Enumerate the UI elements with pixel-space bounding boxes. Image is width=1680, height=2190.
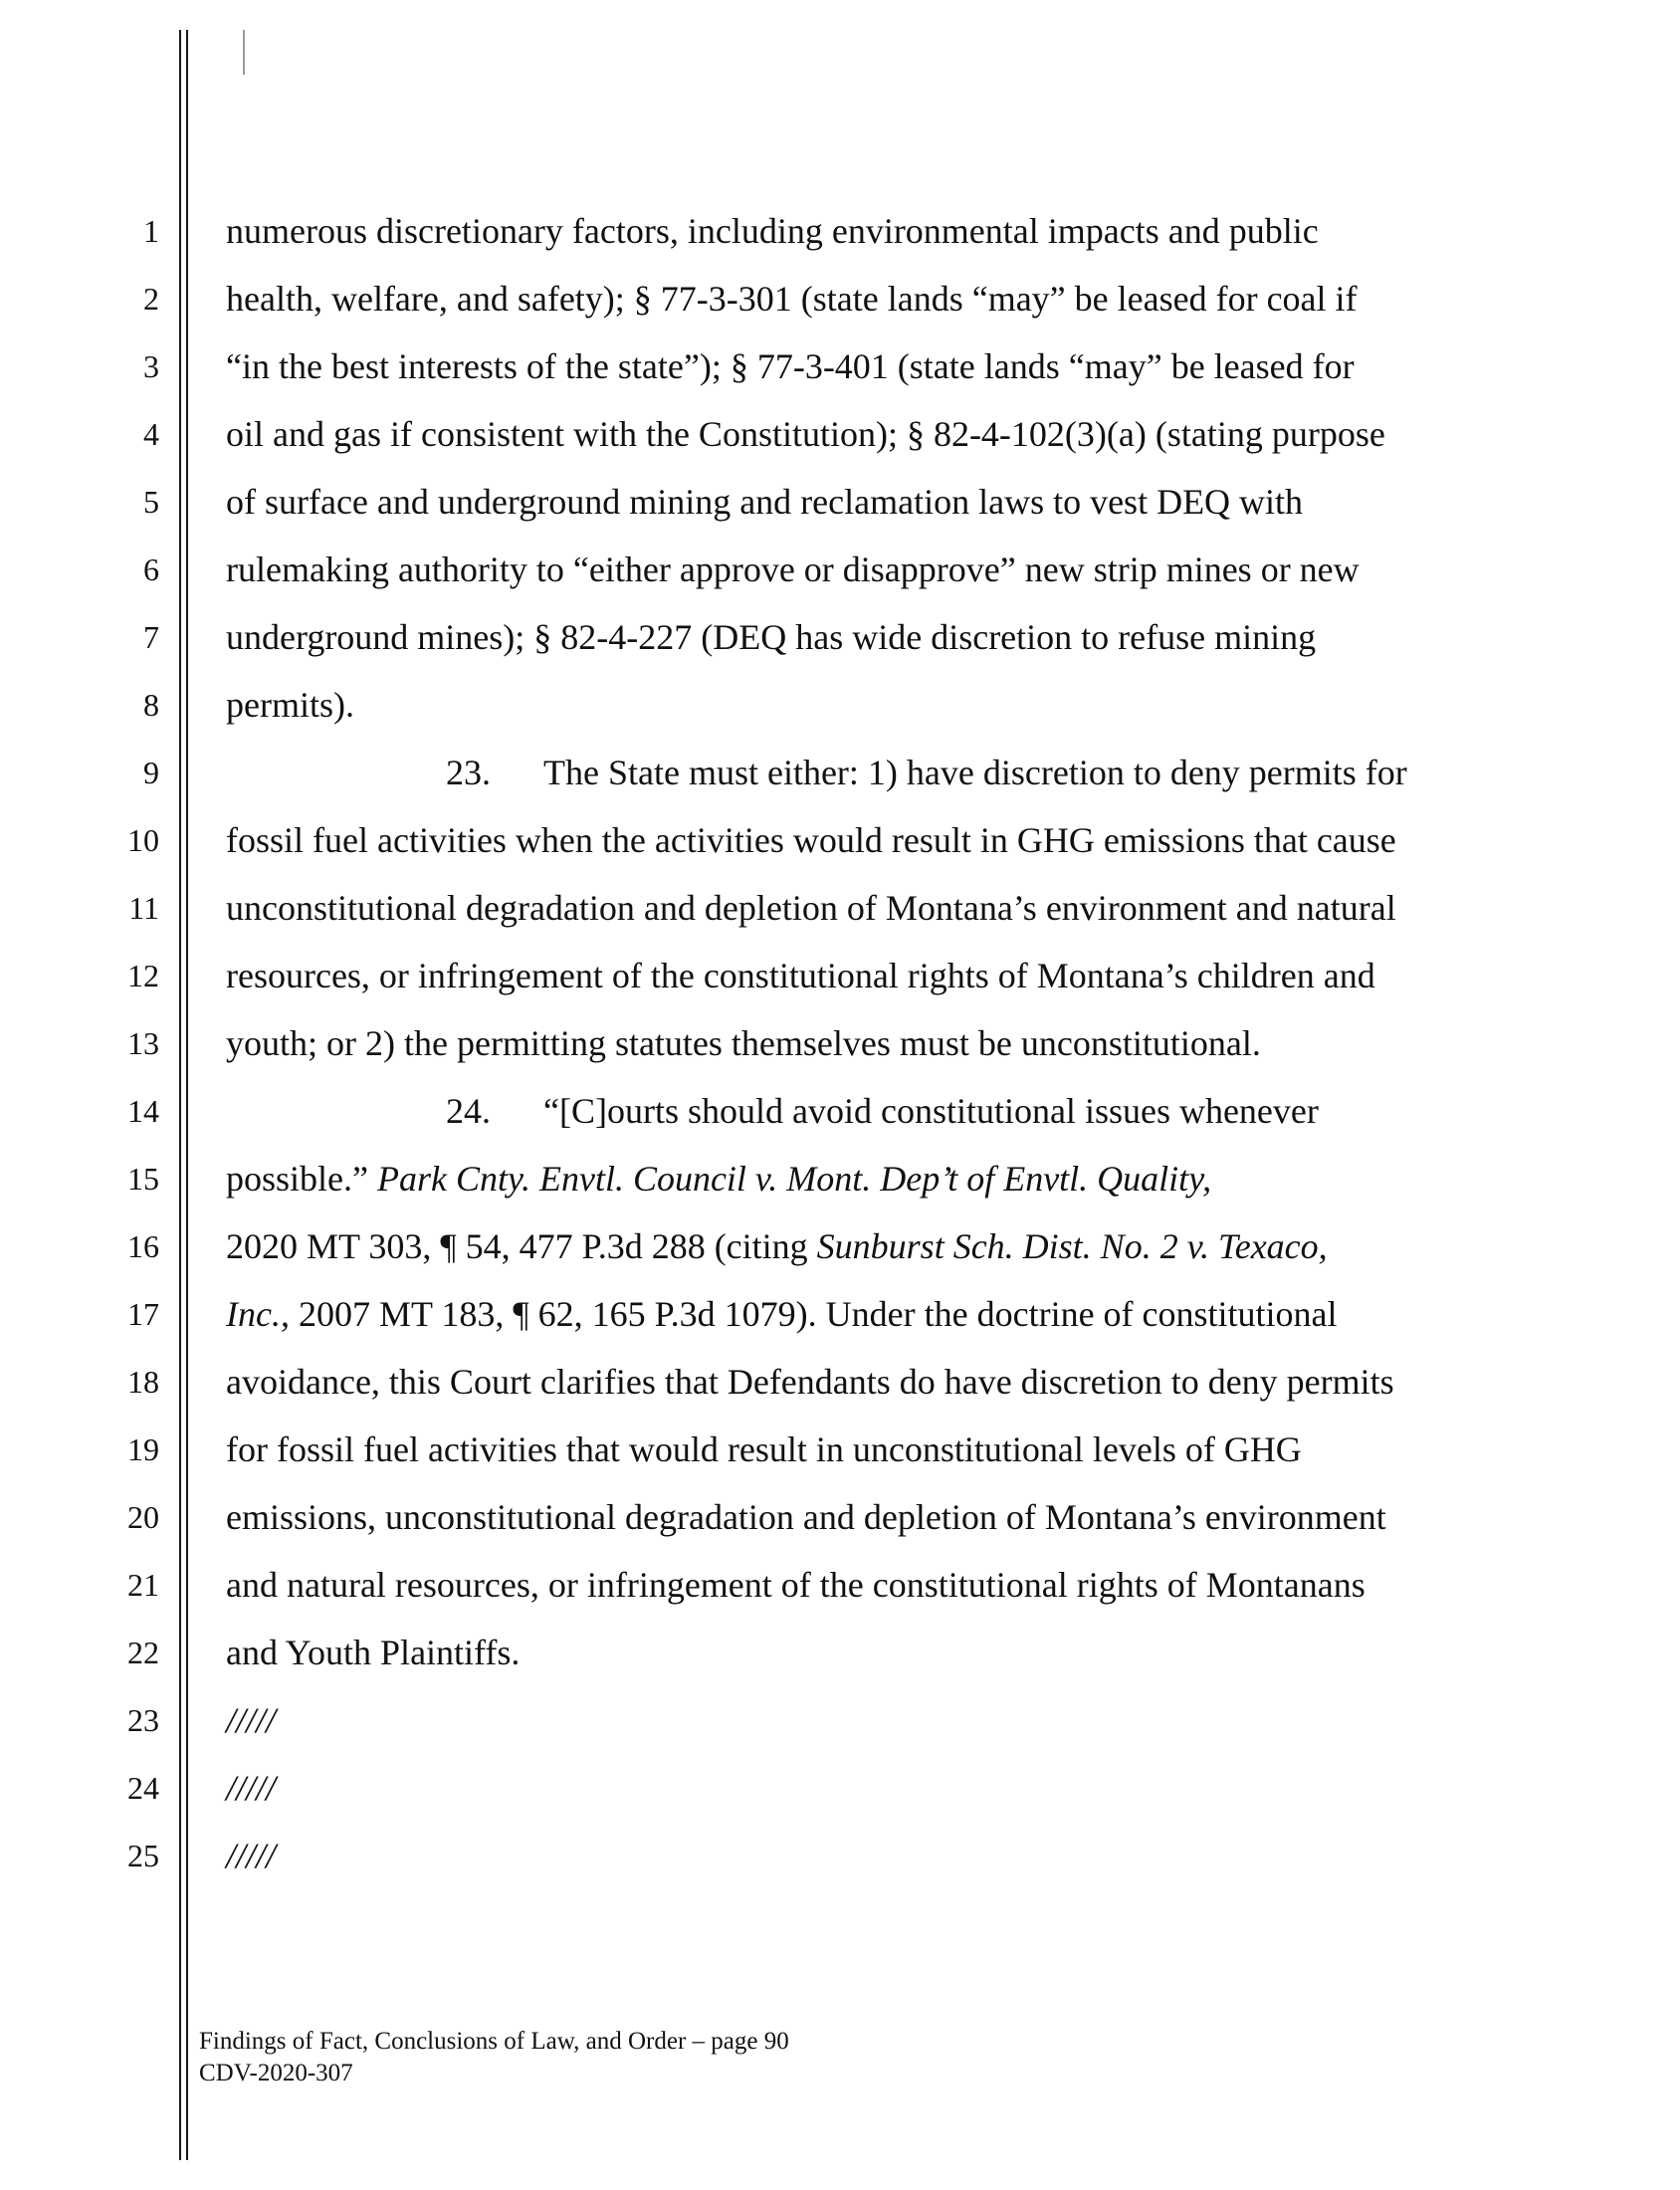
line-number: 5 <box>143 484 159 520</box>
paragraph-number: 23. <box>446 753 491 792</box>
line-number: 24 <box>127 1770 159 1806</box>
text-line <box>226 1292 1338 1336</box>
text-line <box>226 1157 1211 1201</box>
footer-case-number: CDV-2020-307 <box>199 2060 353 2086</box>
text-span: possible.” <box>226 1159 377 1199</box>
left-margin-rule-outer <box>179 30 181 2160</box>
text-line: resources, or infringement of the constitutional rights of Montana’s children and <box>226 956 1375 995</box>
text-span: 2020 MT 303, ¶ 54, 477 P.3d 288 (citing <box>226 1226 817 1266</box>
left-margin-rule-inner <box>186 30 188 2160</box>
text-span: The State must either: 1) have discretion to deny permits for <box>543 753 1407 792</box>
line-number: 2 <box>143 281 159 317</box>
line-number: 6 <box>143 551 159 587</box>
line-number: 4 <box>143 416 159 452</box>
line-number: 17 <box>127 1296 159 1332</box>
text-line: numerous discretionary factors, including environmental impacts and public <box>226 211 1319 251</box>
line-number: 13 <box>127 1025 159 1061</box>
line-number: 11 <box>128 890 159 926</box>
text-span: “[C]ourts should avoid constitutional issues whenever <box>543 1091 1319 1131</box>
paragraph-24-first-line <box>446 1089 1319 1133</box>
text-line <box>226 1224 1328 1268</box>
text-line: unconstitutional degradation and depletion of Montana’s environment and natural <box>226 888 1396 928</box>
paragraph-23-first-line <box>446 751 1407 794</box>
line-number: 14 <box>127 1093 159 1129</box>
line-number: 21 <box>127 1567 159 1603</box>
text-line: and Youth Plaintiffs. <box>226 1633 521 1672</box>
text-line: and natural resources, or infringement of the constitutional rights of Montanans <box>226 1565 1365 1605</box>
line-number: 9 <box>143 755 159 790</box>
line-number: 18 <box>127 1364 159 1400</box>
line-number: 1 <box>143 213 159 249</box>
scan-artifact-mark <box>243 30 245 75</box>
text-line: avoidance, this Court clarifies that Defendants do have discretion to deny permits <box>226 1362 1394 1402</box>
line-number: 23 <box>127 1702 159 1738</box>
case-citation: Sunburst Sch. Dist. No. 2 v. Texaco, <box>816 1226 1328 1266</box>
text-line: permits). <box>226 685 354 725</box>
line-number: 25 <box>127 1838 159 1873</box>
text-line: fossil fuel activities when the activities would result in GHG emissions that cause <box>226 820 1396 860</box>
line-number: 12 <box>127 958 159 993</box>
text-line: “in the best interests of the state”); § 77-3-401 (state lands “may” be leased for <box>226 346 1355 386</box>
line-number: 7 <box>143 619 159 655</box>
separator-slashes: ///// <box>226 1836 277 1875</box>
paragraph-number: 24. <box>446 1091 491 1131</box>
line-number: 20 <box>127 1499 159 1535</box>
text-line: underground mines); § 82-4-227 (DEQ has wide discretion to refuse mining <box>226 617 1317 657</box>
separator-slashes: ///// <box>226 1700 277 1740</box>
case-citation: Inc. <box>226 1294 281 1334</box>
line-number: 16 <box>127 1228 159 1264</box>
separator-slashes: ///// <box>226 1768 277 1808</box>
text-span: , 2007 MT 183, ¶ 62, 165 P.3d 1079). Under the doctrine of constitutional <box>280 1294 1338 1334</box>
text-line: rulemaking authority to “either approve or disapprove” new strip mines or new <box>226 549 1360 589</box>
text-line: of surface and underground mining and reclamation laws to vest DEQ with <box>226 482 1304 522</box>
line-number: 15 <box>127 1161 159 1197</box>
text-line: emissions, unconstitutional degradation and depletion of Montana’s environment <box>226 1497 1386 1537</box>
text-line: youth; or 2) the permitting statutes themselves must be unconstitutional. <box>226 1023 1261 1063</box>
line-number: 10 <box>127 822 159 858</box>
line-number: 19 <box>127 1431 159 1467</box>
text-line: oil and gas if consistent with the Constitution); § 82-4-102(3)(a) (stating purpose <box>226 414 1385 454</box>
line-number: 3 <box>143 348 159 384</box>
text-line: for fossil fuel activities that would result in unconstitutional levels of GHG <box>226 1429 1302 1469</box>
footer-title: Findings of Fact, Conclusions of Law, and Order – page 90 <box>199 2028 789 2055</box>
case-citation: Park Cnty. Envtl. Council v. Mont. Dep’t of Envtl. Quality, <box>376 1159 1212 1199</box>
line-number: 8 <box>143 687 159 723</box>
text-line: health, welfare, and safety); § 77-3-301 (state lands “may” be leased for coal if <box>226 279 1358 319</box>
line-number: 22 <box>127 1635 159 1670</box>
